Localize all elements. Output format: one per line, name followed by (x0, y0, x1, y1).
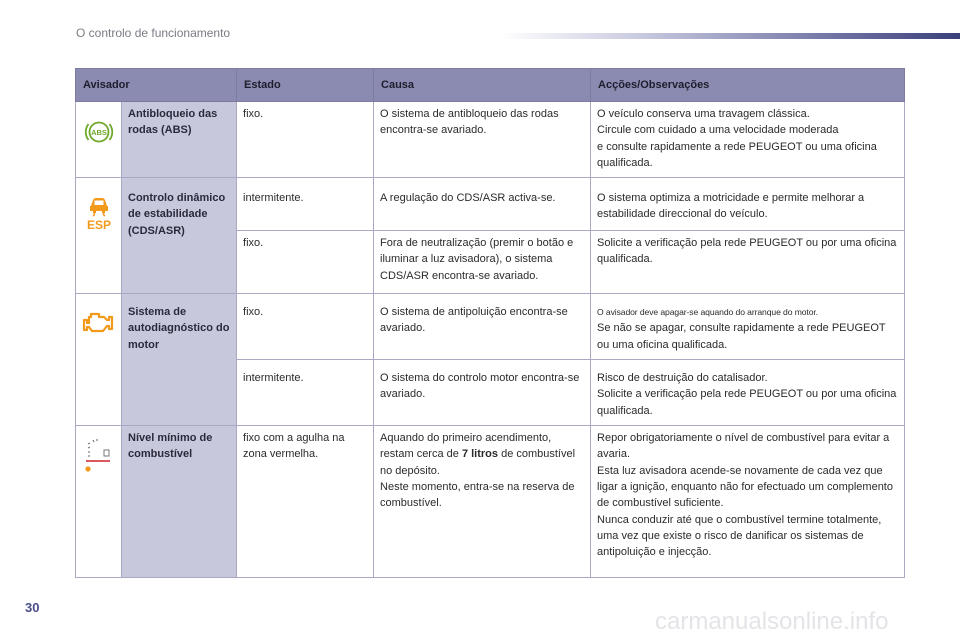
estado-cell: fixo. (237, 231, 374, 294)
causa-cell: O sistema de antibloqueio das rodas encontra-se avariado. (374, 102, 591, 178)
causa-cell: O sistema de antipoluição encontra-se avariado. (374, 294, 591, 360)
icon-cell (76, 102, 122, 178)
table-row (76, 294, 905, 360)
column-header-causa: Causa (374, 69, 591, 102)
engine-warning-icon (82, 308, 116, 341)
svg-text:ESP: ESP (86, 218, 111, 233)
svg-text:ABS: ABS (90, 128, 107, 137)
causa-cell: O sistema do controlo motor encontra-se avariado. (374, 360, 591, 426)
watermark-text: carmanualsonline.info (655, 608, 889, 635)
icon-cell (76, 426, 122, 578)
estado-cell: fixo com a agulha na zona vermelha. (237, 426, 374, 578)
icon-cell (76, 178, 122, 294)
causa-cell: Fora de neutralização (premir o botão e iluminar a luz avisadora), o sistema CDS/ASR encontra-se avariado. (374, 231, 591, 294)
fuel-gauge-icon (82, 436, 116, 481)
accoes-cell: Repor obrigatoriamente o nível de combustível para evitar a avaria. Esta luz avisadora acende-se novamente de cada vez que ligar a ignição, enquanto não for efectuado um complemento de combustível suficiente. Nunca conduzir até que o combustível termine totalmente, uma vez que existe o risco de danificar os sistemas de antipoluição e injecção. (591, 426, 905, 578)
column-header-avisador: Avisador (76, 69, 237, 102)
warning-name: Nível mínimo de combustível (122, 426, 237, 578)
causa-cell: Aquando do primeiro acendimento, restam cerca de 7 litros de combustível no depósito. Neste momento, entra-se na reserva de combustível. (374, 426, 591, 578)
causa-cell: A regulação do CDS/ASR activa-se. (374, 178, 591, 231)
table-header-row (76, 69, 905, 102)
icon-cell (76, 294, 122, 426)
estado-cell: intermitente. (237, 360, 374, 426)
header-gradient-bar (500, 33, 960, 39)
abs-warning-icon (83, 116, 115, 153)
page-number: 30 (25, 600, 40, 615)
estado-cell: intermitente. (237, 178, 374, 231)
warning-name: Antibloqueio das rodas (ABS) (122, 102, 237, 178)
warning-name: Controlo dinâmico de estabilidade (CDS/ASR) (122, 178, 237, 294)
accoes-cell: O veículo conserva uma travagem clássica. Circule com cuidado a uma velocidade moderada e consulte rapidamente a rede PEUGEOT ou uma oficina qualificada. (591, 102, 905, 178)
warning-lights-table (75, 68, 905, 578)
accoes-cell: O avisador deve apagar-se aquando do arranque do motor. Se não se apagar, consulte rapidamente a rede PEUGEOT ou uma oficina qualificada. (591, 294, 905, 360)
table-row (76, 102, 905, 178)
column-header-estado: Estado (237, 69, 374, 102)
accoes-cell: Solicite a verificação pela rede PEUGEOT ou por uma oficina qualificada. (591, 231, 905, 294)
table-row (76, 426, 905, 578)
accoes-cell: Risco de destruição do catalisador. Solicite a verificação pela rede PEUGEOT ou por uma oficina qualificada. (591, 360, 905, 426)
column-header-accoes: Acções/Observações (591, 69, 905, 102)
esp-warning-icon (83, 192, 115, 237)
table-row (76, 178, 905, 231)
accoes-cell: O sistema optimiza a motricidade e permite melhorar a estabilidade direccional do veículo. (591, 178, 905, 231)
estado-cell: fixo. (237, 294, 374, 360)
page-section-title: O controlo de funcionamento (76, 26, 231, 40)
estado-cell: fixo. (237, 102, 374, 178)
warning-name: Sistema de autodiagnóstico do motor (122, 294, 237, 426)
